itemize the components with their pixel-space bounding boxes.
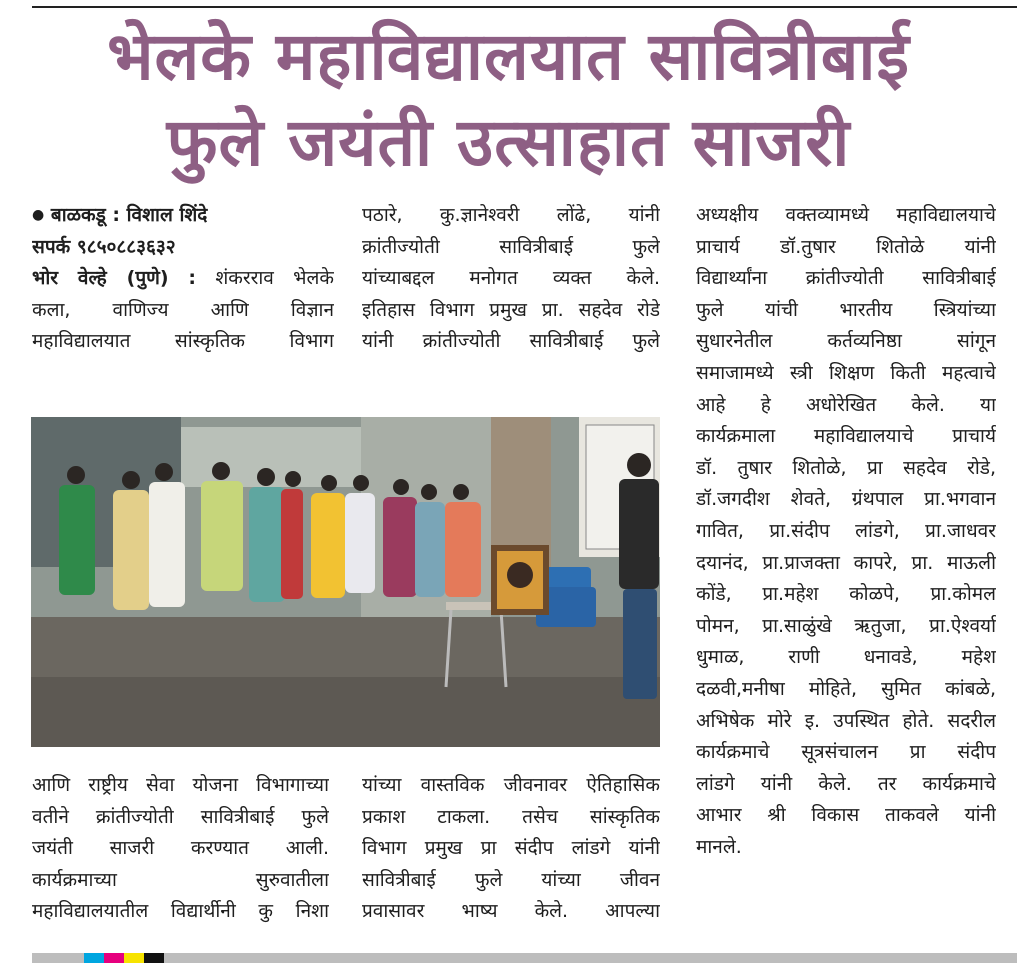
article-text: अभिषेक मोरे इ. उपस्थित होते. सदरील (696, 709, 996, 732)
article-text: गावित, प्रा.संदीप लांडगे, प्रा.जाधवर (696, 519, 996, 542)
article-text: दयानंद, प्रा.प्राजक्ता कापरे, प्रा. माऊली (696, 551, 996, 574)
article-text: कार्यक्रमाला महाविद्यालयाचे प्राचार्य (696, 425, 996, 448)
article-text: विभाग प्रमुख प्रा संदीप लांडगे यांनी (362, 837, 660, 860)
event-photo (31, 417, 660, 747)
column-1-bottom (32, 770, 329, 928)
top-rule (32, 6, 1017, 8)
article-text: दळवी,मनीषा मोहिते, सुमित कांबळे, (696, 677, 996, 700)
article-text: विद्यार्थ्यांना क्रांतीज्योती सावित्रीबाई (696, 267, 996, 290)
article-text: आभार श्री विकास ताकवले यांनी (696, 804, 996, 827)
column-2-bottom (362, 770, 660, 928)
article-text: आहे हे अधोरेखित केले. या (696, 393, 996, 416)
article-text: लांडगे यांनी केले. तर कार्यक्रमाचे (696, 772, 996, 795)
article-text: कार्यक्रमाचे सूत्रसंचालन प्रा संदीप (696, 741, 996, 764)
article-text: आणि राष्ट्रीय सेवा योजना विभागाच्या (32, 774, 329, 796)
bottom-rule (32, 953, 1017, 963)
byline-line (32, 200, 334, 232)
article-text: कार्यक्रमाच्या सुरुवातीला (32, 868, 329, 891)
article-text: फुले यांची भारतीय स्त्रियांच्या (696, 298, 996, 321)
article-text: मानले. (696, 835, 742, 858)
article-text: कोंडे, प्रा.महेश कोळपे, प्रा.कोमल (696, 583, 996, 606)
dateline: भोर वेल्हे (पुणे) : (32, 267, 197, 290)
column-1-top (32, 200, 334, 358)
article-text: क्रांतीज्योती सावित्रीबाई फुले (362, 235, 660, 258)
article-text: डॉ. तुषार शितोळे, प्रा सहदेव रोडे, (696, 456, 996, 479)
article-text: जयंती साजरी करण्यात आली. (32, 837, 329, 860)
article-text: प्रकाश टाकला. तसेच सांस्कृतिक (362, 805, 660, 828)
article-text: डॉ.जगदीश शेवते, ग्रंथपाल प्रा.भगवान (696, 488, 996, 511)
column-3 (696, 200, 996, 863)
byline-contact: सपर्क ९८५०८८३६३२ (32, 235, 176, 258)
cyan-swatch (84, 953, 104, 963)
headline-line-1: भेलके महाविद्यालयात सावित्रीबाई (107, 18, 910, 95)
article-text: पठारे, कु.ज्ञानेश्वरी लोंढे, यांनी (362, 204, 660, 226)
article-text: कला, वाणिज्य आणि विज्ञान (32, 298, 334, 321)
article-text: वतीने क्रांतीज्योती सावित्रीबाई फुले (32, 805, 329, 828)
article-text: पोमन, प्रा.साळुंखे ऋतुजा, प्रा.ऐश्वर्या (696, 614, 996, 637)
article-text: महाविद्यालयातील विद्यार्थीनी कु निशा (32, 900, 329, 923)
column-2-top (362, 200, 660, 358)
byline-reporter: बाळकडू : विशाल शिंदे (50, 204, 208, 226)
headline-line-2: फुले जयंती उत्साहात साजरी (166, 104, 851, 181)
magenta-swatch (104, 953, 124, 963)
article-text: शंकरराव भेलके (215, 267, 334, 290)
article-text: सावित्रीबाई फुले यांच्या जीवन (362, 868, 660, 891)
article-text: अध्यक्षीय वक्तव्यामध्ये महाविद्यालयाचे (696, 204, 996, 226)
article-text: सुधारनेतील कर्तव्यनिष्ठा सांगून (696, 330, 996, 353)
article-text: यांनी क्रांतीज्योती सावित्रीबाई फुले (362, 330, 660, 353)
article-text: यांच्याबद्दल मनोगत व्यक्त केले. (362, 267, 660, 290)
article-text: प्राचार्य डॉ.तुषार शितोळे यांनी (696, 235, 996, 258)
article-text: इतिहास विभाग प्रमुख प्रा. सहदेव रोडे (362, 298, 660, 321)
bullet-icon: ● (32, 207, 45, 223)
article-text: धुमाळ, राणी धनावडे, महेश (696, 646, 996, 669)
dateline-line (32, 263, 334, 295)
article-text: प्रवासावर भाष्य केले. आपल्या (362, 900, 660, 923)
article-text: यांच्या वास्तविक जीवनावर ऐतिहासिक (362, 774, 660, 796)
yellow-swatch (124, 953, 144, 963)
article-text: समाजामध्ये स्त्री शिक्षण किती महत्वाचे (696, 361, 996, 384)
black-swatch (144, 953, 164, 963)
article-text: महाविद्यालयात सांस्कृतिक विभाग (32, 330, 334, 353)
event-photo-illustration (31, 417, 660, 747)
